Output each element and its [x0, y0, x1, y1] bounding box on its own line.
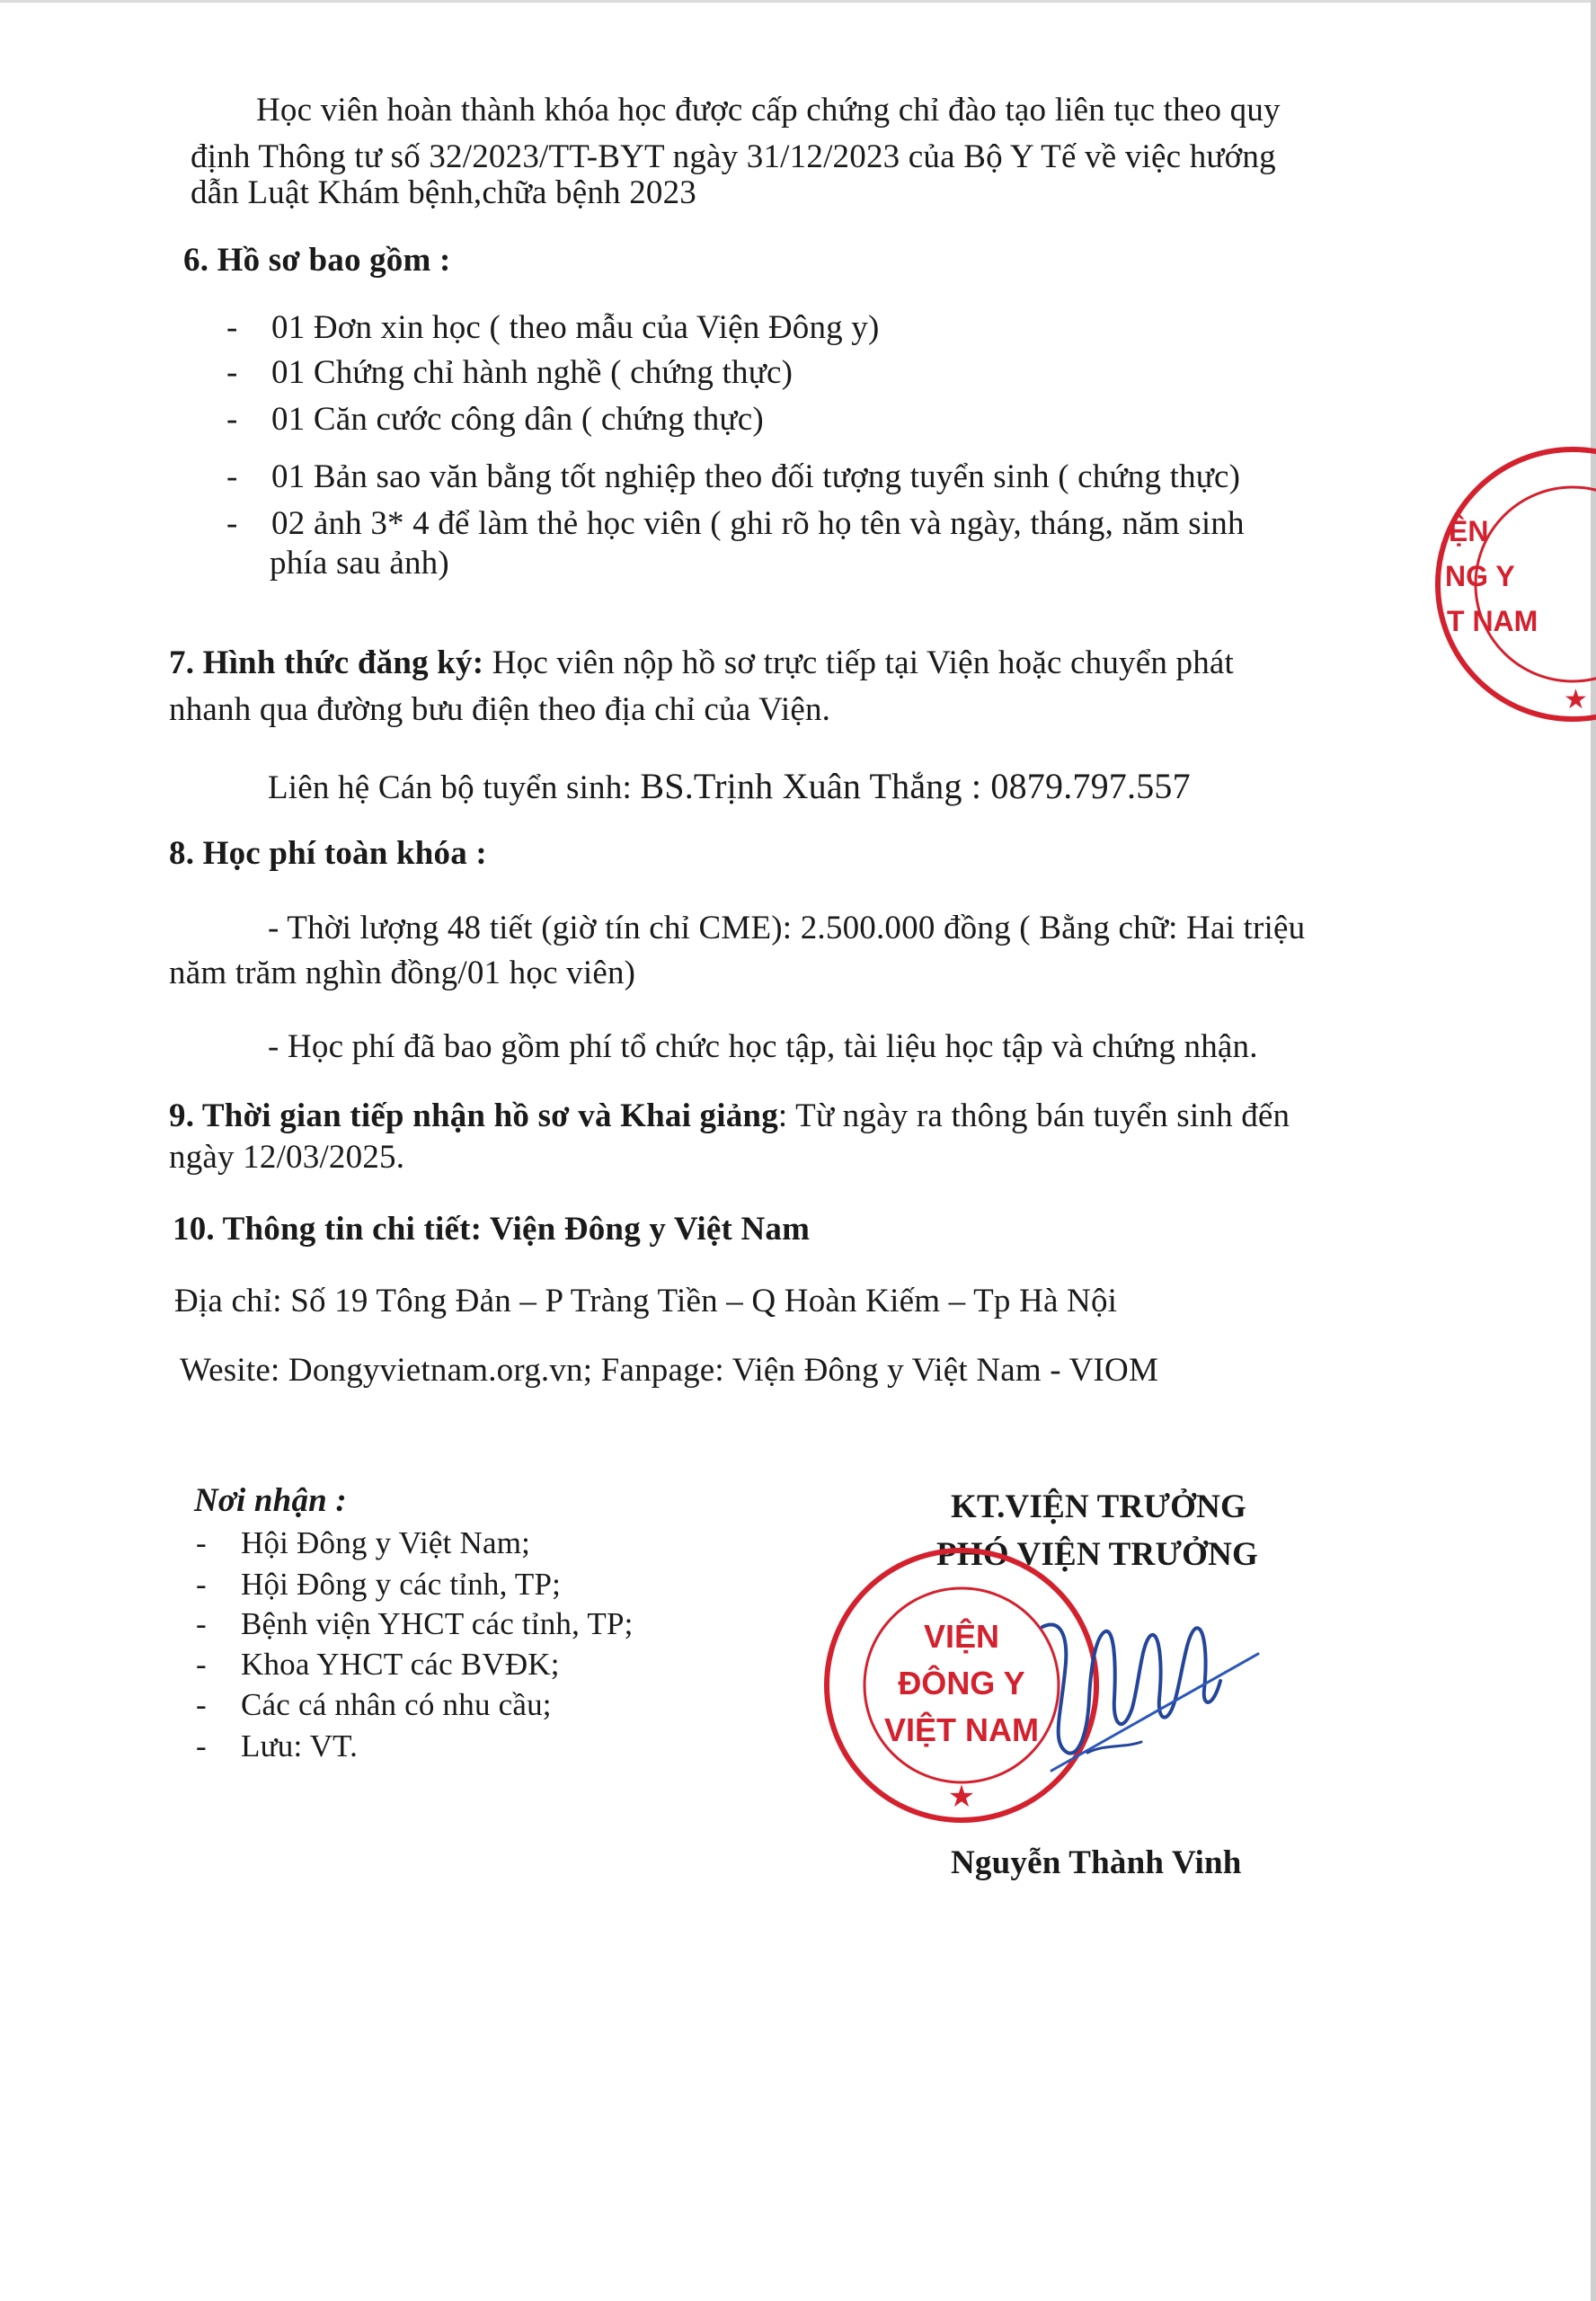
contact-label: Liên hệ Cán bộ tuyển sinh: — [268, 769, 632, 806]
svg-text:★: ★ — [1564, 685, 1588, 715]
recipient-item-text: Bệnh viện YHCT các tỉnh, TP; — [241, 1606, 634, 1641]
recipient-item: - Khoa YHCT các BVĐK; — [196, 1647, 560, 1682]
document-list-item-text: 01 Bản sao văn bằng tốt nghiệp theo đối tượng tuyển sinh ( chứng thực) — [271, 458, 1241, 495]
document-list-item-text: 01 Căn cước công dân ( chứng thực) — [271, 401, 764, 438]
document-list-item: - 01 Đơn xin học ( theo mẫu của Viện Đông y) — [226, 309, 880, 346]
recipient-item: - Hội Đông y Việt Nam; — [196, 1525, 531, 1560]
signature-title-1: KT.VIỆN TRƯỞNG — [951, 1488, 1246, 1525]
intro-line-3: dẫn Luật Khám bệnh,chữa bệnh 2023 — [191, 174, 696, 211]
document-list-item-continuation: phía sau ảnh) — [270, 545, 449, 582]
stamp-line-1: VIỆN — [923, 1618, 1000, 1655]
recipients-heading: Nơi nhận : — [194, 1482, 347, 1519]
partial-stamp-line-2: NG Y — [1445, 560, 1515, 592]
svg-text:★: ★ — [947, 1780, 976, 1814]
signature-title-2: PHÓ VIỆN TRƯỞNG — [936, 1536, 1258, 1573]
recipient-item: - Các cá nhân có nhu cầu; — [196, 1687, 552, 1722]
stamp-line-2: ĐÔNG Y — [898, 1665, 1025, 1701]
section-10-heading: 10. Thông tin chi tiết: Viện Đông y Việt Nam — [173, 1211, 811, 1248]
partial-stamp-line-3: T NAM — [1447, 605, 1538, 637]
partial-stamp-line-1: ỆN — [1449, 515, 1489, 547]
address-line: Địa chỉ: Số 19 Tông Đản – P Tràng Tiền – Q Hoàn Kiếm – Tp Hà Nội — [174, 1283, 1118, 1319]
document-list-item-text: 01 Chứng chỉ hành nghề ( chứng thực) — [271, 354, 794, 391]
recipient-item: - Lưu: VT. — [196, 1728, 359, 1764]
partial-seal-stamp-icon — [1411, 440, 1596, 728]
document-list-item: - 01 Chứng chỉ hành nghề ( chứng thực) — [226, 354, 794, 391]
stamp-line-3: VIỆT NAM — [883, 1711, 1040, 1748]
section-7-line-1 — [169, 641, 1234, 686]
section-7-heading: 7. Hình thức đăng ký: — [169, 644, 484, 681]
signatory-name: Nguyễn Thành Vinh — [951, 1844, 1242, 1881]
section-9-line-2: ngày 12/03/2025. — [169, 1139, 405, 1176]
section-6-heading: 6. Hồ sơ bao gồm : — [183, 242, 451, 279]
recipient-item-text: Khoa YHCT các BVĐK; — [241, 1647, 560, 1682]
contact-value: BS.Trịnh Xuân Thắng : 0879.797.557 — [640, 766, 1191, 806]
section-8-heading: 8. Học phí toàn khóa : — [169, 835, 487, 872]
contact-line — [268, 764, 1191, 811]
recipient-item-text: Các cá nhân có nhu cầu; — [241, 1687, 552, 1722]
section-7-text: Học viên nộp hồ sơ trực tiếp tại Viện hoặc chuyển phát — [492, 644, 1235, 681]
intro-line-2: định Thông tư số 32/2023/TT-BYT ngày 31/12/2023 của Bộ Y Tế về việc hướng — [191, 138, 1276, 175]
fee-line-2: năm trăm nghìn đồng/01 học viên) — [169, 955, 636, 991]
recipient-item-text: Lưu: VT. — [241, 1728, 359, 1764]
document-list-item: - 02 ảnh 3* 4 để làm thẻ học viên ( ghi rõ họ tên và ngày, tháng, năm sinh — [226, 505, 1245, 542]
recipient-item-text: Hội Đông y Việt Nam; — [241, 1525, 531, 1560]
intro-line-1: Học viên hoàn thành khóa học được cấp chứng chỉ đào tạo liên tục theo quy — [256, 92, 1281, 129]
recipient-item: - Hội Đông y các tỉnh, TP; — [196, 1567, 562, 1602]
document-list-item: - 01 Bản sao văn bằng tốt nghiệp theo đối tượng tuyển sinh ( chứng thực) — [226, 458, 1241, 495]
page-edge-top — [0, 0, 1596, 3]
recipient-item-text: Hội Đông y các tỉnh, TP; — [241, 1567, 562, 1602]
section-7-line-2: nhanh qua đường bưu điện theo địa chỉ của Viện. — [169, 691, 831, 728]
section-9-line-1 — [169, 1094, 1290, 1139]
document-list-item-text: 01 Đơn xin học ( theo mẫu của Viện Đông y) — [271, 309, 880, 346]
handwritten-signature-icon — [1024, 1564, 1276, 1798]
section-9-text: : Từ ngày ra thông bán tuyển sinh đến — [777, 1097, 1290, 1134]
recipient-item: - Bệnh viện YHCT các tỉnh, TP; — [196, 1606, 634, 1641]
document-list-item-text: 02 ảnh 3* 4 để làm thẻ học viên ( ghi rõ họ tên và ngày, tháng, năm sinh — [271, 505, 1245, 542]
page-edge-right — [1591, 0, 1596, 2301]
fee-includes: - Học phí đã bao gồm phí tổ chức học tập, tài liệu học tập và chứng nhận. — [268, 1028, 1258, 1065]
section-9-heading: 9. Thời gian tiếp nhận hồ sơ và Khai giảng — [169, 1097, 778, 1134]
document-list-item: - 01 Căn cước công dân ( chứng thực) — [226, 401, 764, 438]
website-line: Wesite: Dongyvietnam.org.vn; Fanpage: Viện Đông y Việt Nam - VIOM — [180, 1352, 1159, 1389]
fee-line-1: - Thời lượng 48 tiết (giờ tín chỉ CME): 2.500.000 đồng ( Bằng chữ: Hai triệu — [268, 910, 1306, 946]
